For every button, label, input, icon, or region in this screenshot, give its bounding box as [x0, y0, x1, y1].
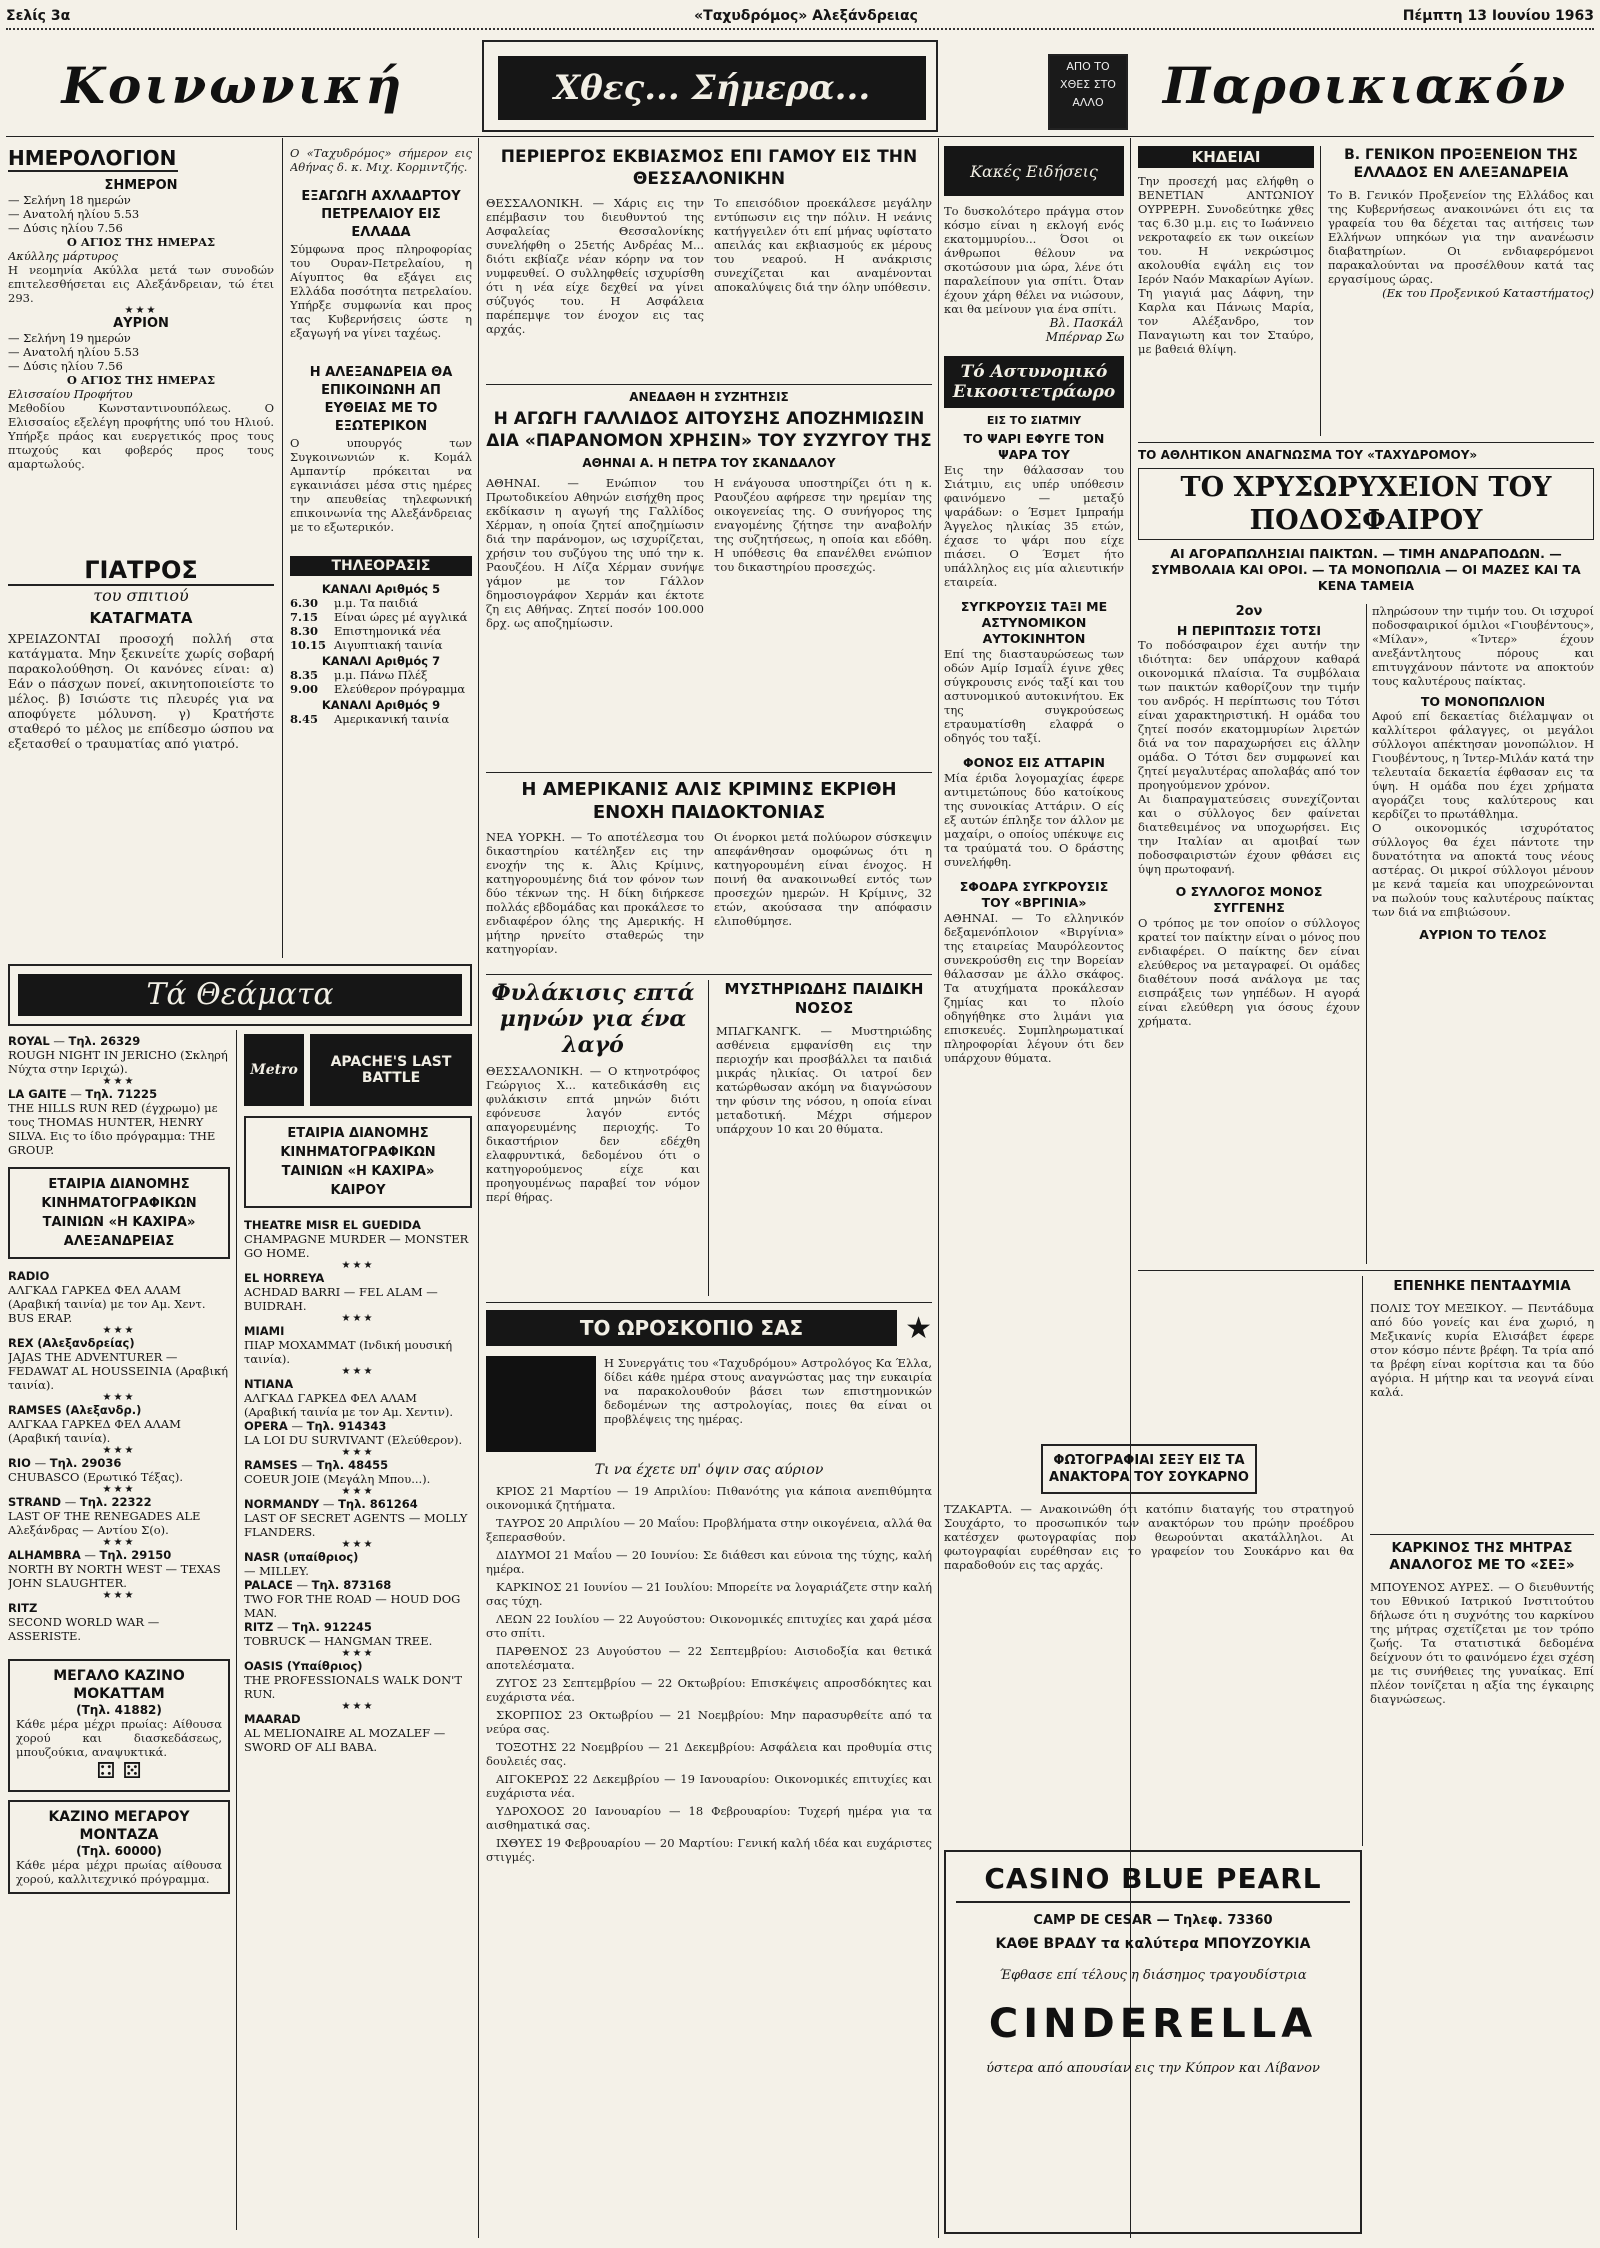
cinema-item: RIO — Τηλ. 29036 CHUBASCO (Ερωτικό Τέξας). [8, 1456, 184, 1484]
casino-note: ύστερα από απουσίαν εις την Κύπρον και Λίβανον [986, 2061, 1320, 2076]
tv-row: 8.35 μ.μ. Πάνω Πλέξ [290, 668, 428, 682]
cinema-item: ALHAMBRA — Τηλ. 29150 NORTH BY NORTH WEST — TEXAS JOHN SLAUGHTER. [8, 1548, 221, 1590]
sports-header [1138, 448, 1594, 598]
sports-text: Αφού επί δεκαετίας διέλαμψαν οι καλλίτεροι φάλαγγες, οι μεγάλοι σύλλογοι απέκτησαν μονοπώλιον. Η Γιουβέντους, η Ίντερ-Μιλάν κατά την τελευταία δεκαετία έφθασαν εις τα ύψη. Η ομάδα που έχει χρήματα αγοράζει τους καλύτερους και κερδίζει το πρωτάθλημα. [1372, 709, 1594, 821]
article-title: ΠΕΡΙΕΡΓΟΣ ΕΚΒΙΑΣΜΟΣ ΕΠΙ ΓΑΜΟΥ ΕΙΣ ΤΗΝ ΘΕΣΣΑΛΟΝΙΚΗΝ [500, 147, 918, 189]
horoscope-sign: ΚΡΙΟΣ 21 Μαρτίου — 19 Απριλίου: Πιθανότης για κάποια ανεπιθύμητα οικονομικά ζητήματα. [486, 1484, 932, 1512]
article-text: ΤΖΑΚΑΡΤΑ. — Ανακοινώθη ότι κατόπιν διαταγής του στρατηγού Σουχάρτο, το προσωπικόν των ανακτόρων του πρώην προέδρου κατέσχεν φωτογραφίας που θεωρούνται ακατάλληλοι. Αι φωτογραφίαι ευρέθησαν εις το γραφείον του Σουκάρνο και θα παραδοθούν εις τας αρχάς. [944, 1502, 1354, 1572]
article-title: Φυλάκισις επτά μηνών για ένα λαγό [491, 980, 695, 1058]
article-title: ΚΑΡΚΙΝΟΣ ΤΗΣ ΜΗΤΡΑΣ ΑΝΑΛΟΓΟΣ ΜΕ ΤΟ «ΣΕΞ» [1389, 1540, 1575, 1573]
cinema-col2: Metro APACHE'S LAST BATTLE ΕΤΑΙΡΙΑ ΔΙΑΝΟΜΗΣ ΚΙΝΗΜΑΤΟΓΡΑΦΙΚΩΝ ΤΑΙΝΙΩΝ «Η ΚΑΧΙΡΑ» ΚΑΙΡΟΥ THEATRE MISR EL GUEDIDA CHAMPAGNE MURDER — MONSTER GO HOME. ★★★ EL HORREYA ACHDAD BARRI — FEL ALAM — BUIDRAH. ★★★ MIAMI ΠΙΑΡ ΜΟΧΑΜΜΑΤ (Ινδική μουσική ταινία). ★★★ NTIANA ΑΛΓΚΑΔ ΓΑΡΚΕΔ ΦΕΛ ΑΛΑΜ (Αραβική ταινία με τον Αμ. Χεντιν). OPERA — Τηλ. 914343 LA LOI DU SURVIVANT (Ελεύθερον). ★★★ RAMSES — Τηλ. 48455 COEUR JOIE (Μεγάλη Μπου...). ★★★ NORMANDY — Τηλ. 861264 LAST OF SECRET AGENTS — MOLLY FLANDERS. ★★★ NASR (υπαίθριος) — MILLEY. PALACE — Τηλ. 873168 TWO FOR THE ROAD — HOUD DOG MAN. RITZ — Τηλ. 912245 TOBRUCK — HANGMAN TREE. ★★★ OASIS (Υπαίθριος) THE PROFESSIONALS WALK DON'T RUN. ★★★ MAARAD AL MELIONAIRE AL MOZALEF — SWORD OF ALI BABA. [244, 1034, 472, 2234]
sports-title: ΤΟ ΧΡΥΣΩΡΥΧΕΙΟΝ ΤΟΥ ΠΟΔΟΣΦΑΙΡΟΥ [1138, 468, 1594, 540]
article-text: ΘΕΣΣΑΛΟΝΙΚΗ. — Ο κτηνοτρόφος Γεώργιος Χ... κατεδικάσθη εις φυλάκισιν επτά μηνών διότι εφόνευσε λαγόν εντός απαγορευμένης περιοχής. Το δικαστήριον δεν εδέχθη ελαφρυντικά, δεδομένου ότι ο κατηγορούμενος είχε και προηγουμένως παραβεί τον νόμον περί θήρας. [486, 1064, 700, 1204]
sports-text: πληρώσουν την τιμήν του. Οι ισχυροί ποδοσφαιρικοί όμιλοι «Γιουβέντους», «Μίλαν», «Ίντερ» έχουν ανεξάντλητους πόρους και επιτυγχάνουν πάντοτε να αποκτούν τους καλυτέρους παίκτας. [1372, 604, 1594, 688]
calendar [8, 146, 274, 546]
section-social: Κοινωνική [61, 56, 405, 115]
export-title: ΕΞΑΓΩΓΗ ΑΧΛΑΔΡΤΟΥ ΠΕΤΡΕΛΑΙΟΥ ΕΙΣ ΕΛΛΑΔΑ [301, 189, 461, 240]
casino-arrived: Έφθασε επί τέλους η διάσημος τραγουδίστρια [999, 1968, 1307, 1983]
consulate-text: Το Β. Γενικόν Προξενείον της Ελλάδος και της Κυβερνήσεως ανακοινώνει ότι εις τα γραφεία του θα δέχεται τας αιτήσεις των Ελλήνων υπηκόων για την ανανέωσιν διαβατηρίων. Οι ενδιαφερόμενοι παρακαλούνται να προσέλθουν κατά τας εργασίμους ώρας. [1328, 188, 1594, 286]
sports-subtitle: ΑΙ ΑΓΟΡΑΠΩΛΗΣΙΑΙ ΠΑΙΚΤΩΝ. — ΤΙΜΗ ΑΝΔΡΑΠΟΔΩΝ. — ΣΥΜΒΟΛΑΙΑ ΚΑΙ ΟΡΟΙ. — ΤΑ ΜΟΝΟΠΩΛΙΑ — ΟΙ ΜΑΖΕΣ ΚΑΙ ΤΑ ΚΕΝΑ ΤΑΜΕΙΑ [1151, 546, 1581, 593]
cinema-item: MIAMI ΠΙΑΡ ΜΟΧΑΜΜΑΤ (Ινδική μουσική ταινία). [244, 1324, 453, 1366]
sports-end: ΑΥΡΙΟΝ ΤΟ ΤΕΛΟΣ [1419, 927, 1547, 942]
horoscope-sign: ΙΧΘΥΕΣ 19 Φεβρουαρίου — 20 Μαρτίου: Γενική καλή ιδέα και ευχάριστες στιγμές. [486, 1836, 932, 1864]
cinema-col-rule [236, 1030, 237, 2230]
apache-title: APACHE'S LAST BATTLE [310, 1034, 472, 1106]
calendar-line: Ο ΑΓΙΟΣ ΤΗΣ ΗΜΕΡΑΣ [66, 235, 216, 249]
calendar-today-lines [8, 193, 274, 263]
article-text: ΘΕΣΣΑΛΟΝΙΚΗ. — Χάρις εις την επέμβασιν του διευθυντού της Ασφαλείας Θεσσαλονίκης συνελήφθη ο 25ετής Ανδρέας Μ... διότι εκβίαζε νέαν κόρην να τον νυμφευθεί. Ο συλληφθείς ισχυρίσθη ότι η νέα είχε δεχθεί να γίνει σύζυγός του. Η Ασφάλεια παρέπεμψε τον ένοχον εις τας αρχάς. [486, 196, 704, 336]
funerals-text-2: Τη γιαγιά μας Δάφνη, την Καρλα και Πάνωις Μαρία, τον Αλέξανδρο, τον Παναγιωτη και τον Σταύρο, με βαθειά θλίψη. [1138, 286, 1314, 356]
calendar-line: — Δύσις ηλίου 7.56 [8, 359, 123, 373]
col-rule-2 [478, 138, 479, 2238]
article-text: ΝΕΑ ΥΟΡΚΗ. — Το αποτέλεσμα του δικαστηρίου κατέληξεν εις την ενοχήν της κ. Άλις Κρίμινς, κατηγορουμένης διά τον φόνον των δύο τέκνων της. Η δίκη διήρκεσε πολλάς εβδομάδας και προκάλεσε το ενδιαφέρον όλης της Αμερικής. Η μήτηρ ηρνείτο σταθερώς την κατηγορίαν. [486, 830, 704, 956]
article-lawsuit [486, 390, 932, 766]
dice-icon: ⚃ ⚄ [96, 1759, 142, 1784]
police-text: ΑΘΗΝΑΙ. — Το ελληνικόν δεξαμενόπλοιον «Βιργίνια» της εταιρείας Μαυρόλεοντος συνεκρούσθη εις την Βορείαν θάλασσαν με άλλο σκάφος. Τα ατυχήματα προκάλεσαν ζημίας και το πλοίο οδηγήθηκε στο λιμάνι για επισκευές. Συμπληρωματικαί πληροφορίαι λέγουν ότι δεν υπάρχουν θύματα. [944, 911, 1124, 1065]
notices-column [290, 146, 472, 946]
kahira-distribution-cairo: ΕΤΑΙΡΙΑ ΔΙΑΝΟΜΗΣ ΚΙΝΗΜΑΤΟΓΡΑΦΙΚΩΝ ΤΑΙΝΙΩΝ «Η ΚΑΧΙΡΑ» ΚΑΙΡΟΥ [244, 1116, 472, 1208]
article-kicker: ΑΝΕΔΑΘΗ Η ΣΥΖΗΤΗΣΙΣ [629, 390, 789, 404]
horoscope-sign: ΔΙΔΥΜΟΙ 21 Μαΐου — 20 Ιουνίου: Σε διάθεσι και εύνοια της τύχης, καλή ημέρα. [486, 1548, 932, 1576]
calendar-line: Ελισσαίου Προφήτου [8, 387, 133, 401]
tv-channel7: ΚΑΝΑΛΙ Αριθμός 7 [321, 654, 441, 668]
calendar-today-text: Η νεομηνία Ακύλλα μετά των συνοδών επιτελεσθήσεται εις Αλεξάνδρειαν, τώ έτει 293. [8, 263, 274, 305]
quote-banner: Κακές Ειδήσεις [944, 146, 1124, 196]
quote-text: Το δυσκολότερο πράγμα στον κόσμο είναι η εκλογή ενός εκατομμυρίου... Όσοι οι άνθρωποι θέλουν να σκοτώσουν μια ώρα, λένε ότι παραλείπουν για σπίτι. Όταν έχουν χάρη θέλει να νιώσουν, και θα μείνουν για ένα σπίτι. [944, 204, 1124, 316]
astrologer-photo [486, 1356, 596, 1452]
article-text: ΜΠΟΥΕΝΟΣ ΑΥΡΕΣ. — Ο διευθυντής του Εθνικού Ιατρικού Ινστιτούτου δήλωσε ότι η συχνότης του καρκίνου της μήτρας σχετίζεται με τον τρόπο ζωής. Τα στατιστικά δεδομένα δείχνουν ότι το φαινόμενο έχει σχέση με τις συνήθειες της γυναίκας. Επί πλέον τονίζεται η αξία της έγκαιρης διαγνώσεως. [1370, 1580, 1594, 1706]
article-disease [716, 980, 932, 1296]
col-rule-1 [282, 138, 283, 958]
kahira-distribution-alex: ΕΤΑΙΡΙΑ ΔΙΑΝΟΜΗΣ ΚΙΝΗΜΑΤΟΓΡΑΦΙΚΩΝ ΤΑΙΝΙΩΝ «Η ΚΑΧΙΡΑ» ΑΛΕΞΑΝΔΡΕΙΑΣ [8, 1167, 230, 1259]
article-text: ΠΟΛΙΣ ΤΟΥ ΜΕΞΙΚΟΥ. — Πεντάδυμα από δύο γονείς και ένα χωριό, η Μεξικανίς κυρία Ελισάβετ έφερε στον κόσμο πέντε βρέφη. Τα τρία από τα βρέφη είναι κορίτσια και τα δύο αγόρια. Η μήτηρ και τα νεογνά είναι καλά. [1370, 1301, 1594, 1399]
calendar-line: Ακύλλης μάρτυρος [8, 249, 118, 263]
article-cancer [1370, 1540, 1594, 2234]
horoscope-signs [486, 1484, 932, 1864]
star-icon: ★ [905, 1310, 932, 1346]
horoscope-sign: ΛΕΩΝ 22 Ιουλίου — 22 Αυγούστου: Οικονομικές επιτυχίες και χαρά μέσα στο σπίτι. [486, 1612, 932, 1640]
cinema-item: NORMANDY — Τηλ. 861264 LAST OF SECRET AGENTS — MOLLY FLANDERS. [244, 1497, 468, 1539]
calendar-tomorrow-lines [8, 331, 274, 401]
article-title: Η ΑΓΩΓΗ ΓΑΛΛΙΔΟΣ ΑΙΤΟΥΣΗΣ ΑΠΟΖΗΜΙΩΣΙΝ ΔΙΑ «ΠΑΡΑΝΟΜΟΝ ΧΡΗΣΙΝ» ΤΟΥ ΣΥΖΥΓΟΥ ΤΗΣ [486, 409, 932, 451]
calendar-line: — Σελήνη 18 ημερών [8, 193, 131, 207]
kazino-mokattam: ΜΕΓΑΛΟ ΚΑΖΙΝΟ ΜΟΚΑΤΤΑΜ (Τηλ. 41882) Κάθε μέρα μέχρι πρωίας: Αίθουσα χορού και διασκεδάσεως, μπουζούκια, αναψυκτικά. ⚃ ⚄ [8, 1659, 230, 1792]
col-rule-3 [938, 138, 939, 2238]
cinema-item: STRAND — Τηλ. 22322 LAST OF THE RENEGADES ALE Αλεξάνδρας — Αντίου Σ(ο). [8, 1495, 201, 1537]
doctor-title: ΚΑΤΑΓΜΑΤΑ [89, 609, 193, 627]
horoscope-sign: ΣΚΟΡΠΙΟΣ 23 Οκτωβρίου — 21 Νοεμβρίου: Μην παρασυρθείτε από τα νεύρα σας. [486, 1708, 932, 1736]
section-today: Χθες... Σήμερα... [498, 56, 926, 120]
masthead-title: «Ταχυδρόμος» Αλεξάνδρειας [694, 8, 918, 24]
consulate-title: Β. ΓΕΝΙΚΟΝ ΠΡΟΞΕΝΕΙΟΝ ΤΗΣ ΕΛΛΑΔΟΣ ΕΝ ΑΛΕΞΑΝΔΡΕΙΑ [1344, 147, 1578, 181]
consulate-notice [1328, 146, 1594, 436]
article-text: ΜΠΑΓΚΑΝΓΚ. — Μυστηριώδης ασθένεια εμφανίσθη εις την περιοχήν και προσβάλλει τα παιδιά μικράς ηλικίας. Οι ιατροί δεν κατώρθωσαν ακόμη να διαγνώσουν την φύσιν της νόσου, η οποία είναι μεταδοτική. Μέχρι σήμερον υπάρχουν 10 και 20 θύματα. [716, 1024, 932, 1136]
page-number: Σελίς 3α [6, 8, 71, 24]
section-community: Παροικιακόν [1162, 56, 1568, 115]
tv-row: 7.15 Είναι ώρες μέ αγγλικά [290, 610, 468, 624]
police-text: Επί της διασταυρώσεως των οδών Αμίρ Ισμαΐλ έγινε χθες σύγκρουσις ενός ταξί και του αστυνομικού αυτοκινήτου. Εκ της συγκρούσεως ετραυματίσθη ελαφρά ο οδηγός του ταξί. [944, 647, 1124, 745]
horoscope-sign: ΖΥΓΟΣ 23 Σεπτεμβρίου — 22 Οκτωβρίου: Επισκέψεις απροσδόκητες και ευχάριστα νέα. [486, 1676, 932, 1704]
kazino-montaza: ΚΑΖΙΝΟ ΜΕΓΑΡΟΥ ΜΟΝΤΑΖΑ (Τηλ. 60000) Κάθε μέρα μέχρι πρωίας αίθουσα χορού, καλλιτεχνικό πρόγραμμα. [8, 1800, 230, 1894]
cinema-item: EL HORREYA ACHDAD BARRI — FEL ALAM — BUIDRAH. [244, 1271, 438, 1313]
stamp-badge: ΑΠΟ ΤΟ ΧΘΕΣ ΣΤΟ ΑΛΛΟ [1048, 54, 1128, 130]
theatres-heading: Τά Θεάματα [18, 974, 462, 1016]
theatres-banner [8, 964, 472, 1026]
cinema-item: NTIANA ΑΛΓΚΑΔ ΓΑΡΚΕΔ ΦΕΛ ΑΛΑΜ (Αραβική ταινία με τον Αμ. Χεντιν). [244, 1377, 454, 1419]
calendar-tomorrow-label: ΑΥΡΙΟΝ [113, 316, 169, 331]
cinema-item: PALACE — Τηλ. 873168 TWO FOR THE ROAD — HOUD DOG MAN. [244, 1578, 461, 1620]
casino-singer: CINDERELLA [988, 2001, 1318, 2047]
separator-stars: ★★★ [124, 305, 158, 316]
horoscope-sign: ΤΑΥΡΟΣ 20 Απριλίου — 20 Μαΐου: Προβλήματα στην οικογένεια, αλλά θα ξεπερασθούν. [486, 1516, 932, 1544]
sports-section: Ο ΣΥΛΛΟΓΟΣ ΜΟΝΟΣ ΣΥΓΓΕΝΗΣ [1175, 884, 1323, 915]
horoscope-sign: ΠΑΡΘΕΝΟΣ 23 Αυγούστου — 22 Σεπτεμβρίου: Αισιοδοξία και θετικά αποτελέσματα. [486, 1644, 932, 1672]
article-hare [486, 980, 700, 1296]
quote-sign-2: Μπέρναρ Σω [1045, 330, 1124, 344]
alex-text: Ο υπουργός των Συγκοινωνιών κ. Κομάλ Αμπαντίρ πρόκειται να εγκαινιάσει μέσα στις ημέρες την απευθείας τηλεφωνική επικοινωνία της Αλεξάνδρειας με το εξωτερικόν. [290, 436, 472, 534]
article-crimins [486, 778, 932, 968]
tv-row: 9.00 Ελεύθερον πρόγραμμα [290, 682, 466, 696]
sports-text: Αι διαπραγματεύσεις συνεχίζονται και ο σύλλογος δεν φαίνεται διατεθειμένος να υποχωρήσει. Εις την Ιταλίαν αι αμοιβαί των ποδοσφαιριστών έχουν φθάσει εις ύψη πρωτοφανή. [1138, 792, 1360, 876]
quote-sign: Βλ. Πασκάλ [1049, 316, 1124, 330]
cinema-item: RAMSES — Τηλ. 48455 COEUR JOIE (Μεγάλη Μπου...). [244, 1458, 431, 1486]
calendar-line: — Δύσις ηλίου 7.56 [8, 221, 123, 235]
tv-row: 8.30 Επιστημονικά νέα [290, 624, 441, 638]
funerals-heading: ΚΗΔΕΙΑΙ [1138, 146, 1314, 168]
article-title: ΕΠΕΝΗΚΕ ΠΕΝΤΑΔΥΜΙΑ [1393, 1278, 1571, 1294]
article-photos [944, 1444, 1354, 1844]
announce-text: Ο «Ταχυδρόμος» σήμερον εις Αθήνας δ. κ. Μιχ. Κορμιντζής. [290, 146, 472, 174]
cinema-item: RADIO ΑΛΓΚΑΔ ΓΑΡΚΕΔ ΦΕΛ ΑΛΑΜ (Αραβική ταινία) με τον Αμ. Χεντ. BUS ERAP. [8, 1269, 206, 1325]
sports-col1 [1138, 604, 1360, 1264]
horoscope-sign: ΤΟΞΟΤΗΣ 22 Νοεμβρίου — 21 Δεκεμβρίου: Ασφάλεια και προθυμία στις δουλειές σας. [486, 1740, 932, 1768]
export-text: Σύμφωνα προς πληροφορίας του Ουραν-Πετρελαίου, η Αίγυπτος θα εξάγει εις Ελλάδα ποσότητα πετρελαίου. Υπήρξε συμφωνία και προς τας Κυβερνήσεις ώστε η εξαγωγή να γίνει ταχέως. [290, 242, 472, 340]
doctor-heading: ΓΙΑΤΡΟΣ [8, 556, 274, 586]
article-text: Το επεισόδιον προεκάλεσε μεγάλην εντύπωσιν εις την πόλιν. Η νεάνις κατήγγειλεν ότι επί μήνας υφίστατο απειλάς και εκβιασμούς εκ μέρους του νεαρού. Η ανάκρισις συνεχίζεται και αναμένονται αποκαλύψεις διά την όλην υπόθεσιν. [714, 196, 932, 294]
masthead [6, 4, 1594, 30]
cinema-item: LA GAITE — Τηλ. 71225 THE HILLS RUN RED (έγχρωμο) με τους THOMAS HUNTER, HENRY SILVA. Εις το ίδιο πρόγραμμα: THE GROUP. [8, 1087, 218, 1157]
calendar-line: — Σελήνη 19 ημερών [8, 331, 131, 345]
horoscope-intro: Η Συνεργάτις του «Ταχυδρόμου» Αστρολόγος Κα Έλλα, δίδει κάθε ημέρα στους αναγνώστας μας την ευκαιρία να παρακολουθούν βάσει των επιστημονικών δεδομένων της αστρολογίας, ποιες θα είναι οι προβλέψεις της ημέρας. [604, 1356, 932, 1426]
tv-row: 6.30 μ.μ. Τα παιδιά [290, 596, 419, 610]
police-headline: ΣΥΓΚΡΟΥΣΙΣ ΤΑΞΙ ΜΕ ΑΣΤΥΝΟΜΙΚΟΝ ΑΥΤΟΚΙΝΗΤΟΝ [960, 599, 1108, 646]
calendar-line: — Ανατολή ηλίου 5.53 [8, 345, 140, 359]
casino-name: CASINO BLUE PEARL [956, 1862, 1350, 1903]
sports-text: Ο οικονομικός ισχυρότατος σύλλογος θα έχει πάντοτε την δυνατότητα να αποκτά τους νέους αστέρας. Οι μικροί σύλλογοι μένουν με κενά ταμεία και υποχρεώνονται να πωλούν τους καλυτέρους παίκτας των διά να επιβιώσουν. [1372, 821, 1594, 919]
cinema-item: OPERA — Τηλ. 914343 LA LOI DU SURVIVANT (Ελεύθερον). [244, 1419, 463, 1447]
sports-section: ΤΟ ΜΟΝΟΠΩΛΙΟΝ [1420, 694, 1546, 709]
cinema-item: REX (Αλεξανδρείας) JAJAS THE ADVENTURER — FEDAWAT AL HOUSSEINIA (Αραβική ταινία). [8, 1336, 229, 1392]
casino-ad [944, 1850, 1362, 2234]
cinema-item: NASR (υπαίθριος) — MILLEY. [244, 1550, 359, 1578]
calendar-tomorrow-text: Μεθοδίου Κωνσταντινουπόλεως. Ο Ελισσαίος εξελέγη προφήτης υπό του Ηλιού. Υπήρξε πράος και ευεργετικός προς τους πτωχούς και φοβερός προς τους αμαρτωλούς. [8, 401, 274, 471]
police-title: Τό Αστυνομικό Εικοσιτετράωρο [944, 356, 1124, 408]
tv-row: 8.45 Αμερικανική ταινία [290, 712, 450, 726]
consulate-sign: (Εκ του Προξενικού Καταστήματος) [1382, 286, 1594, 300]
police-kicker: ΕΙΣ ΤΟ ΣΙΑΤΜΙΥ [986, 414, 1082, 427]
issue-date: Πέμπτη 13 Ιουνίου 1963 [1402, 8, 1594, 24]
casino-address: CAMP DE CESAR — Τηλεφ. 73360 [1033, 1913, 1273, 1928]
article-subtitle: ΑΘΗΝΑΙ Α. Η ΠΕΤΡΑ ΤΟΥ ΣΚΑΝΔΑΛΟΥ [582, 456, 836, 470]
calendar-heading: ΗΜΕΡΟΛΟΓΙΟΝ [8, 146, 177, 170]
calendar-line: — Ανατολή ηλίου 5.53 [8, 207, 140, 221]
calendar-line: Ο ΑΓΙΟΣ ΤΗΣ ΗΜΕΡΑΣ [66, 373, 216, 387]
cinema-item: RITZ SECOND WORLD WAR — ASSERISTE. [8, 1601, 160, 1643]
article-title: Η ΑΜΕΡΙΚΑΝΙΣ ΑΛΙΣ ΚΡΙΜΙΝΣ ΕΚΡΙΘΗ ΕΝΟΧΗ ΠΑΙΔΟΚΤΟΝΙΑΣ [521, 779, 897, 823]
article-text: Η ενάγουσα υποστηρίζει ότι η κ. Ραουζέου αφήρεσε την ηρεμίαν της οικογενείας της. Ο συνήγορος της εναγομένης ζήτησε την αναβολήν της συζητήσεως, η οποία και εδόθη. Η υπόθεσις θα επανέλθει ενώπιον του δικαστηρίου προσεχώς. [714, 476, 932, 574]
sports-text: Το ποδόσφαιρον έχει αυτήν την ιδιότητα: δεν υπάρχουν καθαρά οικονομικά πλαίσια. Τα συμβόλαια των παικτών καθορίζουν την τιμήν του ανδρός. Η περίπτωσις του Τότσι είναι χαρακτηριστική. Η ομάδα του ζητεί ποσόν εκατομμυρίων λιρετών διά να τον παραχωρήσει εις άλλην ομάδα. Ο Τότσι δεν συμφωνεί και ζητεί μεγαλυτέρας απολαβάς από τον προηγούμενον χρόνον. [1138, 638, 1360, 792]
header-rule [6, 136, 1594, 137]
police-headline: ΣΦΟΔΡΑ ΣΥΓΚΡΟΥΣΙΣ ΤΟΥ «ΒΡΓΙΝΙΑ» [959, 879, 1109, 910]
alex-title: Η ΑΛΕΞΑΝΔΡΕΙΑ ΘΑ ΕΠΙΚΟΙΝΩΝΗ ΑΠ ΕΥΘΕΙΑΣ ΜΕ ΤΟ ΕΞΩΤΕΡΙΚΟΝ [309, 365, 453, 434]
police-headline: ΤΟ ΨΑΡΙ ΕΦΥΓΕ ΤΟΝ ΨΑΡΑ ΤΟΥ [963, 431, 1105, 462]
article-extortion [486, 146, 932, 376]
section-today-banner [482, 40, 938, 132]
sports-col2 [1372, 604, 1594, 1264]
sports-kicker: ΤΟ ΑΘΛΗΤΙΚΟΝ ΑΝΑΓΝΩΣΜΑ ΤΟΥ «ΤΑΧΥΔΡΟΜΟΥ» [1138, 448, 1478, 462]
cinema-item: RITZ — Τηλ. 912245 TOBRUCK — HANGMAN TREE. [244, 1620, 433, 1648]
article-text: ΑΘΗΝΑΙ. — Ενώπιον του Πρωτοδικείου Αθηνών εισήχθη προς εκδίκασιν η αγωγή της Γαλλίδος Χέρμαν, η οποία ζητεί αποζημίωσιν διά την παράνομον, ως ισχυρίζεται, χρήσιν του συζύγου της υπό την κ. Ραουζέου. Η Λίζα Χέρμαν συνήψε γάμον με τον Γάλλον δημοσιογράφον Χερμάν και έκτοτε ζη εις Αθήνας. Ζητεί ποσόν 100.000 δρχ. ως αποζημίωσιν. [486, 476, 704, 630]
doctor-subheading: του σπιτιού [93, 586, 189, 605]
article-quintuplets [1370, 1278, 1594, 1528]
horoscope-sign: ΚΑΡΚΙΝΟΣ 21 Ιουνίου — 21 Ιουλίου: Μπορείτε να λογαριάζετε στην καλή σας τύχη. [486, 1580, 932, 1608]
doctor-text: ΧΡΕΙΑΖΟΝΤΑΙ προσοχή πολλή στα κατάγματα. Μην ξεκινείτε χωρίς σοβαρή παρακολούθηση. Οι κανόνες είναι: α) Εάν ο πάσχων πονεί, ακινητοποιείστε το μέλος. β) Ισιώστε τις πλευρές για να αποφύγετε μόλυνση. γ) Κρατήστε σταθερό το μέλος με επίδεσμο ώσπου να εξετασθεί ο τραυματίας από γιατρό. [8, 631, 274, 751]
horoscope-title: ΤΟ ΩΡΟΣΚΟΠΙΟ ΣΑΣ [486, 1310, 897, 1346]
funerals-text: Την προσεχή μας ελήφθη ο ΒΕΝΕΤΙΑΝ ΑΝΤΩΝΙΟΥ ΟΥΡΡΕΡΗ. Συνοδεύτηκε χθες τας 6.30 μ.μ. εις το Ιωάννειο νεκροταφείο εκ των οικείων του. Η νεκρώσιμος ακολουθία εψάλη εις τον Ιερόν Ναόν Μακαρίων Αγίων. [1138, 174, 1314, 286]
cinema-item: OASIS (Υπαίθριος) THE PROFESSIONALS WALK DON'T RUN. [244, 1659, 462, 1701]
cinema-item: ROYAL — Τηλ. 26329 ROUGH NIGHT IN JERICHO (Σκληρή Νύχτα στην Ιεριχώ). [8, 1034, 228, 1076]
tv-channel5: ΚΑΝΑΛΙ Αριθμός 5 [321, 582, 441, 596]
metro-logo: Metro [244, 1034, 304, 1106]
tv-row: 10.15 Αιγυπτιακή ταινία [290, 638, 443, 652]
horoscope-sign: ΑΙΓΟΚΕΡΩΣ 22 Δεκεμβρίου — 19 Ιανουαρίου: Οικονομικές επιτυχίες και ευχάριστα νέα. [486, 1772, 932, 1800]
tv-heading: ΤΗΛΕΟΡΑΣΙΣ [290, 556, 472, 576]
calendar-today-label: ΣΗΜΕΡΟΝ [104, 178, 178, 193]
horoscope-subtitle: Τι να έχετε υπ' όψιν σας αύριον [594, 1462, 824, 1478]
cinema-item: MAARAD AL MELIONAIRE AL MOZALEF — SWORD OF ALI BABA. [244, 1712, 446, 1754]
article-title: ΦΩΤΟΓΡΑΦΙΑΙ ΣΕΞΥ ΕΙΣ ΤΑ ΑΝΑΚΤΟΡΑ ΤΟΥ ΣΟΥΚΑΡΝΟ [1041, 1444, 1257, 1494]
cinema-col1: ROYAL — Τηλ. 26329 ROUGH NIGHT IN JERICHO (Σκληρή Νύχτα στην Ιεριχώ). ★★★ LA GAITE — Τηλ. 71225 THE HILLS RUN RED (έγχρωμο) με τους THOMAS HUNTER, HENRY SILVA. Εις το ίδιο πρόγραμμα: THE GROUP. ΕΤΑΙΡΙΑ ΔΙΑΝΟΜΗΣ ΚΙΝΗΜΑΤΟΓΡΑΦΙΚΩΝ ΤΑΙΝΙΩΝ «Η ΚΑΧΙΡΑ» ΑΛΕΞΑΝΔΡΕΙΑΣ RADIO ΑΛΓΚΑΔ ΓΑΡΚΕΔ ΦΕΛ ΑΛΑΜ (Αραβική ταινία) με τον Αμ. Χεντ. BUS ERAP. ★★★ REX (Αλεξανδρείας) JAJAS THE ADVENTURER — FEDAWAT AL HOUSSEINIA (Αραβική ταινία). ★★★ RAMSES (Αλεξανδρ.) ΑΛΓΚΑΑ ΓΑΡΚΕΔ ΦΕΛ ΑΛΑΜ (Αραβική ταινία). ★★★ RIO — Τηλ. 29036 CHUBASCO (Ερωτικό Τέξας). ★★★ STRAND — Τηλ. 22322 LAST OF THE RENEGADES ALE Αλεξάνδρας — Αντίου Σ(ο). ★★★ ALHAMBRA — Τηλ. 29150 NORTH BY NORTH WEST — TEXAS JOHN SLAUGHTER. ★★★ RITZ SECOND WORLD WAR — ASSERISTE. ΜΕΓΑΛΟ ΚΑΖΙΝΟ ΜΟΚΑΤΤΑΜ (Τηλ. 41882) Κάθε μέρα μέχρι πρωίας: Αίθουσα χορού και διασκεδάσεως, μπουζούκια, αναψυκτικά. ⚃ ⚄ ΚΑΖΙΝΟ ΜΕΓΑΡΟΥ ΜΟΝΤΑΖΑ (Τηλ. 60000) Κάθε μέρα μέχρι πρωίας αίθουσα χορού, καλλιτεχνικό πρόγραμμα. [8, 1034, 230, 2234]
casino-nightly: ΚΑΘΕ ΒΡΑΔΥ τα καλύτερα ΜΠΟΥΖΟΥΚΙΑ [995, 1936, 1311, 1952]
police-text: Μία έριδα λογομαχίας έφερε αντιμετώπους δύο κατοίκους της συνοικίας Αττάριν. Ο είς εξ αυτών έπληξε τον άλλον με μαχαίρι, ο οποίος υπέκυψε εις τα τραύματά του. Ο δράστης συνελήφθη. [944, 771, 1124, 869]
cinema-item: RAMSES (Αλεξανδρ.) ΑΛΓΚΑΑ ΓΑΡΚΕΔ ΦΕΛ ΑΛΑΜ (Αραβική ταινία). [8, 1403, 181, 1445]
sports-text: Ο τρόπος με τον οποίον ο σύλλογος κρατεί τον παίκτην είναι ο μόνος που ενδιαφέρει. Ο παίκτης δεν είναι ελεύθερος να μεταγραφεί. Οι ομάδες διαθέτουν ποσά ανάλογα με τας εισπράξεις των γηπέδων. Η αγορά είναι ελεύθερη για όσους έχουν χρήματα. [1138, 916, 1360, 1028]
sports-section: Η ΠΕΡΙΠΤΩΣΙΣ ΤΟΤΣΙ [1176, 623, 1322, 638]
police-headline: ΦΟΝΟΣ ΕΙΣ ΑΤΤΑΡΙΝ [963, 755, 1105, 770]
cinema-item: THEATRE MISR EL GUEDIDA CHAMPAGNE MURDER — MONSTER GO HOME. [244, 1218, 469, 1260]
tv-channel9: ΚΑΝΑΛΙ Αριθμός 9 [321, 698, 441, 712]
horoscope [486, 1310, 932, 2234]
police-text: Εις την θάλασσαν του Σιάτμιυ, εις υπέρ υπόθεσιν φαινόμενο — μεταξύ ψαράδων: ο Έσμετ Ιμπραήμ Άγγελος ηλικίας 35 ετών, έχασε το ψάρι που είχε πιάσει. Ο Έσμετ ήτο υπάλληλος εις μία αλιευτικήν εταιρεία. [944, 463, 1124, 589]
right-mid-column [944, 146, 1124, 1436]
article-text: Οι ένορκοι μετά πολύωρον σύσκεψιν απεφάνθησαν ομοφώνως ότι η κατηγορουμένη είναι ένοχος. Η ποινή θα ανακοινωθεί εντός των προσεχών ημερών. Η Κρίμινς, 32 ετών, ακούσασα την απόφασιν ελιποθύμησε. [714, 830, 932, 928]
funerals [1138, 146, 1314, 436]
article-title: ΜΥΣΤΗΡΙΩΔΗΣ ΠΑΙΔΙΚΗ ΝΟΣΟΣ [724, 980, 924, 1017]
sports-part: 2ον [1235, 604, 1263, 619]
horoscope-sign: ΥΔΡΟΧΟΟΣ 20 Ιανουαρίου — 18 Φεβρουαρίου: Τυχερή ημέρα για τα αισθηματικά σας. [486, 1804, 932, 1832]
apache-ad [244, 1034, 472, 1106]
doctor-column [8, 556, 274, 956]
